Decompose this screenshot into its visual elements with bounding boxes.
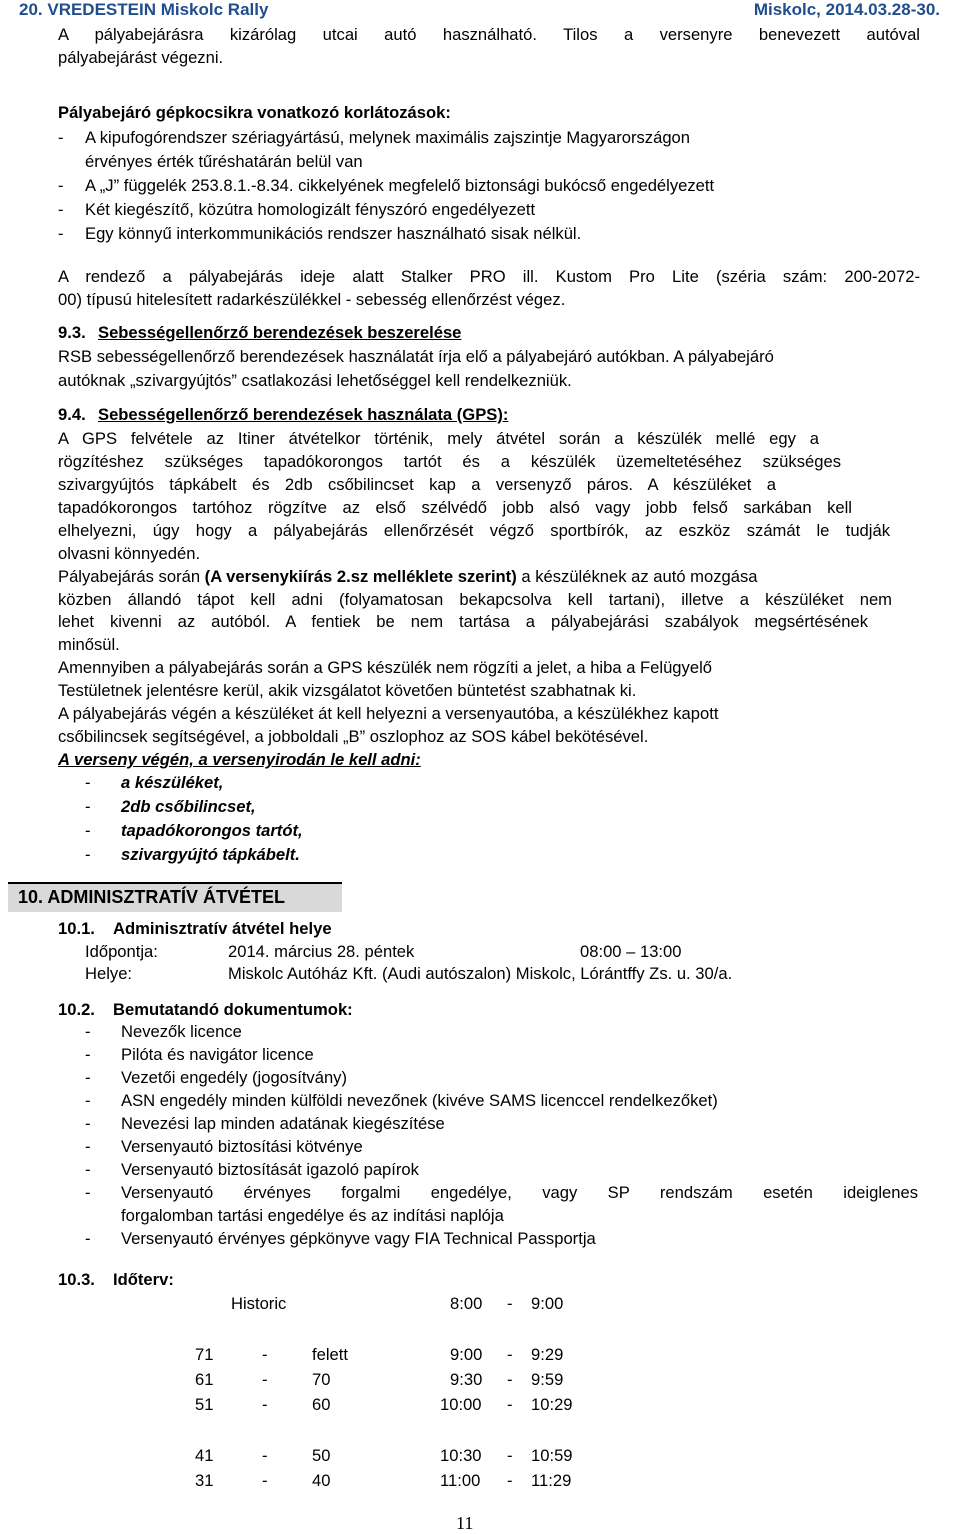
schedule-start: 9:30 [450, 1370, 483, 1389]
section-10-2-title: Bemutatandó dokumentumok: [113, 1000, 353, 1019]
date-label: Időpontja: [85, 942, 158, 961]
schedule-to-number: 60 [312, 1395, 331, 1414]
schedule-to-number: 50 [312, 1446, 331, 1465]
speed-check-line-1: A rendező a pályabejárás ideje alatt Stalker PRO ill. Kustom Pro Lite (széria szám: 200-2072- [58, 267, 920, 286]
gps-p2-first-line: Pályabejárás során (A versenykiírás 2.sz melléklete szerint) a készüléknek az autó mozgása [58, 567, 758, 586]
gps-p1-line: tapadókorongos tartóhoz rögzítve az első szélvédő jobb alsó vagy jobb felső sarkában kell [58, 498, 852, 517]
section-10-heading: 10. ADMINISZTRATÍV ÁTVÉTEL [8, 882, 342, 912]
document-item: Nevezők licence [121, 1022, 242, 1041]
section-10-2-number: 10.2. [58, 1000, 95, 1019]
section-9-3-line-2: autóknak „szivargyújtós” csatlakozási lehetőséggel kell rendelkezniük. [58, 371, 572, 390]
document-item-continued: forgalomban tartási engedélye és az indítási naplója [121, 1206, 504, 1225]
gps-p4-line: A pályabejárás végén a készüléket át kell helyezni a versenyautóba, a készülékhez kapott [58, 704, 719, 723]
schedule-from-number: 31 [195, 1471, 214, 1490]
header-right: Miskolc, 2014.03.28-30. [753, 0, 940, 19]
schedule-end: 10:29 [531, 1395, 573, 1414]
schedule-start: 9:00 [450, 1345, 483, 1364]
place-label: Helye: [85, 964, 133, 983]
restriction-item-4: Egy könnyű interkommunikációs rendszer használható sisak nélkül. [85, 224, 582, 243]
intro-line-1: A pályabejárásra kizárólag utcai autó használható. Tilos a versenyre benevezett autóval [58, 25, 920, 44]
gps-p1-line: elhelyezni, úgy hogy a pályabejárás ellenőrzését végző sportbírók, az eszköz számát le tudják [58, 521, 890, 540]
schedule-to-number: 40 [312, 1471, 331, 1490]
return-item: szivargyújtó tápkábelt. [121, 845, 300, 864]
restriction-item-2: A „J” függelék 253.8.1.-8.34. cikkelyének megfelelő biztonsági bukócső engedélyezett [85, 176, 715, 195]
schedule-end: 10:59 [531, 1446, 573, 1465]
document-item: ASN engedély minden külföldi nevezőnek (kivéve SAMS licenccel rendelkezőket) [121, 1091, 718, 1110]
historic-start: 8:00 [450, 1294, 483, 1313]
schedule-end: 11:29 [531, 1471, 572, 1490]
gps-p1-line: szivargyújtós tápkábelt és 2db csőbilincset kap a versenyző páros. A készüléket a [58, 475, 776, 494]
gps-p2-line: közben állandó tápot kell adni (folyamatosan bekapcsolva kell tartani), illetve a készüléket nem [58, 590, 892, 609]
place-value: Miskolc Autóház Kft. (Audi autószalon) Miskolc, Lórántffy Zs. u. 30/a. [228, 964, 733, 983]
section-9-4-title: Sebességellenőrző berendezések használata (GPS): [98, 405, 509, 424]
schedule-end: 9:29 [531, 1345, 564, 1364]
return-item: a készüléket, [121, 773, 224, 792]
document-item: Pilóta és navigátor licence [121, 1045, 314, 1064]
document-page: 20. VREDESTEIN Miskolc Rally Miskolc, 2014.03.28-30. A pályabejárásra kizárólag utcai autó használható. Tilos a versenyre benevezett autóval pályabejárást végezni. Pályabejáró gépkocsikra vonatkozó korlátozások: - A kipufogórendszer szériagyártású, melynek maximális zajszintje Magyarországon érvényes érték tűréshatárán belül van - A „J” függelék 253.8.1.-8.34. cikkelyének megfelelő biztonsági bukócső engedélyezett - Két kiegészítő, közútra homologizált fényszóró engedélyezett - Egy könnyű interkommunikációs rendszer használható sisak nélkül. A rendező a pályabejárás ideje alatt Stalker PRO ill. Kustom Pro Lite (széria szám: 200-2072- 00) típusú hitelesített radarkészülékkel - sebesség ellenőrzést végez. 9.3. Sebességellenőrző berendezések beszerelése RSB sebességellenőrző berendezések használatát írja elő a pályabejáró autókban. A pályabejáró autóknak „szivargyújtós” csatlakozási lehetőséggel kell rendelkezniük. 9.4. Sebességellenőrző berendezések használata (GPS): A GPS felvétele az Itiner átvételkor történik, mely átvétel során a készülék mellé egy a rögzítéshez szükséges tapadókorongos tartót és a készülék üzemeltetéséhez szükséges szivargyújtós tápkábelt és 2db csőbilincset kap a versenyző páros. A készüléket a tapadókorongos tartóhoz rögzítve az első szélvédő jobb alsó vagy jobb felső sarkában kell elhelyezni, úgy hogy a pályabejárás ellenőrzését végző sportbírók, az eszköz számát le tudják olvasni könnyedén. Pályabejárás során (A versenykiírás 2.sz melléklete szerint) a készüléknek az autó mozgása közben állandó tápot kell adni (folyamatosan bekapcsolva kell tartani), illetve a készüléket nem lehet kivenni az autóból. A fentiek be nem tartása a pályabejárási szabályok megsértésének minősül. Amennyiben a pályabejárás során a GPS készülék nem rögzíti a jelet, a hiba a Felügyelő Testületnek jelentésre kerül, akik vizsgálatot követően büntetést szabhatnak ki. A pályabejárás végén a készüléket át kell helyezni a versenyautóba, a készülékhez kapott csőbilincsek segítségével, a jobboldali „B” oszlophoz az SOS kábel bekötésével. A verseny végén, a versenyirodán le kell adni: - a készüléket, - 2db csőbilincset, - tapadókorongos tartót, - szivargyújtó tápkábelt. 10. ADMINISZTRATÍV ÁTVÉTEL 10.1. Adminisztratív átvétel helye Időpontja: 2014. március 28. péntek 08:00 – 13:00 Helye: Miskolc Autóház Kft. (Audi autószalon) Miskolc, Lórántffy Zs. u. 30/a. 10.2. Bemutatandó dokumentumok: - Nevezők licence - Pilóta és navigátor licence - Vezetői engedély (jogosítvány) - ASN engedély minden külföldi nevezőnek (kivéve SAMS licenccel rendelkezőket) - Nevezési lap minden adatának kiegészítése - Versenyautó biztosítási kötvénye - Versenyautó biztosítását igazoló papírok - Versenyautó érvényes forgalmi engedélye, vagy SP rendszám esetén ideiglenes forgalomban tartási engedélye és az indítási naplója - Versenyautó érvényes gépkönyve vagy FIA Technical Passportja 10.3. Időterv: Historic 8:00 - 9:00 71 - felett 9:00 - 9:29 61 - 70 9:30 - 9:59 51 - 60 10:00 - 10:29 41 - 50 10:30 - 10:59 31 - 40 11:00 - 11:29 11 [0, 0, 960, 1530]
schedule-end: 9:59 [531, 1370, 564, 1389]
section-9-3-line-1: RSB sebességellenőrző berendezések használatát írja elő a pályabejáró autókban. A pályabejáró [58, 347, 774, 366]
document-item: Versenyautó biztosítását igazoló papírok [121, 1160, 419, 1179]
schedule-start: 10:00 [440, 1395, 482, 1414]
section-9-3-title: Sebességellenőrző berendezések beszerelése [98, 323, 462, 342]
document-item: Versenyautó érvényes gépkönyve vagy FIA Technical Passportja [121, 1229, 596, 1248]
section-10-1-number: 10.1. [58, 919, 95, 938]
schedule-from-number: 51 [195, 1395, 214, 1414]
return-item: 2db csőbilincset, [121, 797, 256, 816]
document-item: Versenyautó érvényes forgalmi engedélye, vagy SP rendszám esetén ideiglenes [121, 1183, 918, 1202]
page-number: 11 [456, 1513, 474, 1533]
intro-line-2: pályabejárást végezni. [58, 48, 224, 67]
gps-p4-line: csőbilincsek segítségével, a jobboldali „B” oszlophoz az SOS kábel bekötésével. [58, 727, 649, 746]
schedule-from-number: 41 [195, 1446, 214, 1465]
gps-p1-line: rögzítéshez szükséges tapadókorongos tartót és a készülék üzemeltetéséhez szükséges [58, 452, 841, 471]
time-value: 08:00 – 13:00 [580, 942, 682, 961]
restriction-item-3: Két kiegészítő, közútra homologizált fényszóró engedélyezett [85, 200, 536, 219]
section-9-4-number: 9.4. [58, 405, 86, 424]
gps-p1-line: olvasni könnyedén. [58, 544, 201, 563]
schedule-from-number: 61 [195, 1370, 214, 1389]
section-10-3-title: Időterv: [113, 1270, 174, 1289]
document-item: Versenyautó biztosítási kötvénye [121, 1137, 363, 1156]
schedule-start: 11:00 [440, 1471, 481, 1490]
speed-check-line-2: 00) típusú hitelesített radarkészülékkel - sebesség ellenőrzést végez. [58, 290, 566, 309]
gps-p2-line: lehet kivenni az autóból. A fentiek be nem tartása a pályabejárási szabályok megsértésének [58, 612, 868, 631]
section-10-3-number: 10.3. [58, 1270, 95, 1289]
gps-p1-line: A GPS felvétele az Itiner átvételkor történik, mely átvétel során a készülék mellé egy a [58, 429, 819, 448]
document-item: Vezetői engedély (jogosítvány) [121, 1068, 348, 1087]
schedule-to-number: 70 [312, 1370, 331, 1389]
restriction-item-1a: A kipufogórendszer szériagyártású, melynek maximális zajszintje Magyarországon [85, 128, 691, 147]
date-value: 2014. március 28. péntek [228, 942, 415, 961]
restrictions-title: Pályabejáró gépkocsikra vonatkozó korlátozások: [58, 103, 451, 122]
page-header [19, 0, 940, 22]
schedule-start: 10:30 [440, 1446, 482, 1465]
document-item: Nevezési lap minden adatának kiegészítése [121, 1114, 445, 1133]
restriction-item-1b: érvényes érték tűréshatárán belül van [85, 152, 363, 171]
schedule-to-number: felett [312, 1345, 348, 1364]
gps-p2-line: minősül. [58, 635, 120, 654]
return-item: tapadókorongos tartót, [121, 821, 303, 840]
historic-label: Historic [231, 1294, 287, 1313]
gps-p3-line: Amennyiben a pályabejárás során a GPS készülék nem rögzíti a jelet, a hiba a Felügyelő [58, 658, 712, 677]
section-10-1-title: Adminisztratív átvétel helye [113, 919, 332, 938]
historic-end: 9:00 [531, 1294, 564, 1313]
gps-p3-line: Testületnek jelentésre kerül, akik vizsgálatot követően büntetést szabhatnak ki. [58, 681, 637, 700]
header-left: 20. VREDESTEIN Miskolc Rally [19, 0, 269, 19]
section-9-3-number: 9.3. [58, 323, 86, 342]
return-items-title: A verseny végén, a versenyirodán le kell adni: [58, 750, 421, 769]
schedule-from-number: 71 [195, 1345, 214, 1364]
